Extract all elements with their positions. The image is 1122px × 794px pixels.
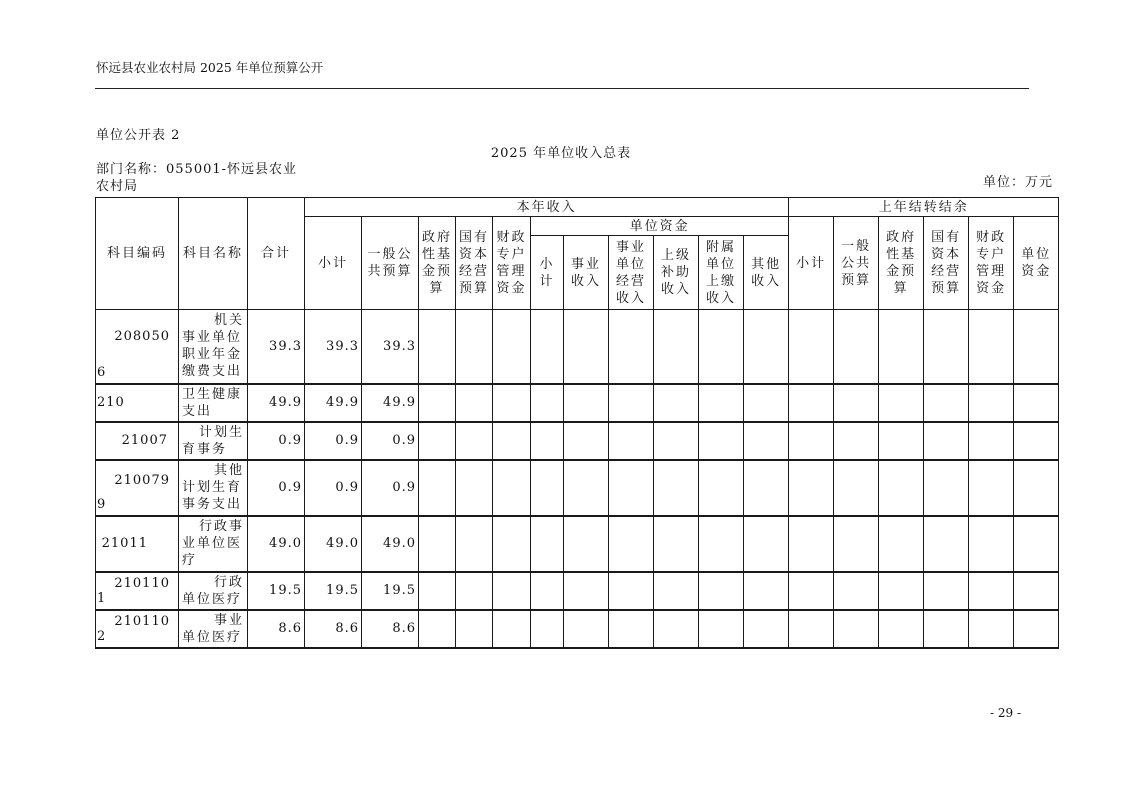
cell-code xyxy=(96,572,179,610)
cell-total: 0.9 xyxy=(248,422,305,460)
code-part-tail: 9 xyxy=(97,496,106,512)
col-header-co-unit-funds: 单位资金 xyxy=(1014,217,1059,310)
table-row xyxy=(96,384,1059,422)
cell-name xyxy=(179,384,248,422)
cell-general-budget: 0.9 xyxy=(362,460,419,516)
cell-subtotal: 39.3 xyxy=(305,310,362,384)
name-rest: 卫生健康支出 xyxy=(182,386,243,419)
name-first-line: 行政事 xyxy=(198,519,244,534)
table-row xyxy=(96,572,1059,610)
cell-general-budget: 39.3 xyxy=(362,310,419,384)
col-header-co-state-capital: 国有资本经营预算 xyxy=(924,217,969,310)
col-header-co-general: 一般公共预算 xyxy=(834,217,879,310)
cell-code xyxy=(96,460,179,516)
col-header-code: 科目编码 xyxy=(96,198,179,310)
table-label: 单位公开表 2 xyxy=(96,128,181,143)
cell-code: 21011 xyxy=(96,516,179,572)
table-title: 2025 年单位收入总表 xyxy=(490,146,632,161)
name-rest: 单位医疗 xyxy=(182,591,243,607)
col-header-business-operating: 事业单位经营收入 xyxy=(609,236,654,310)
table-row xyxy=(96,516,1059,572)
document-header-title: 怀远县农业农村局 2025 年单位预算公开 xyxy=(96,60,324,75)
code-part-tail: 6 xyxy=(97,364,106,380)
table-row xyxy=(96,610,1059,648)
cell-subtotal: 8.6 xyxy=(305,610,362,648)
header-divider xyxy=(95,88,1029,89)
col-header-business-income: 事业收入 xyxy=(564,236,609,310)
table-row xyxy=(96,310,1059,384)
cell-general-budget: 19.5 xyxy=(362,572,419,610)
cell-general-budget: 49.0 xyxy=(362,516,419,572)
cell-subtotal: 0.9 xyxy=(305,460,362,516)
col-header-affiliated-income: 附属单位上缴收入 xyxy=(699,236,744,310)
cell-name xyxy=(179,310,248,384)
name-first-line: 计划生 xyxy=(198,424,244,440)
cell-code: 210 xyxy=(96,384,179,422)
code-part-tail: 1 xyxy=(97,590,106,606)
cell-subtotal: 0.9 xyxy=(305,422,362,460)
col-header-subtotal: 小计 xyxy=(305,217,362,310)
col-header-other-income: 其他收入 xyxy=(744,236,789,310)
cell-total: 49.0 xyxy=(248,516,305,572)
name-first-line: 行政 xyxy=(213,574,244,590)
cell-total: 8.6 xyxy=(248,610,305,648)
col-header-higher-subsidy: 上级补助收入 xyxy=(654,236,699,310)
cell-name xyxy=(179,460,248,516)
col-header-unit-funds: 单位资金 xyxy=(531,217,789,236)
cell-name xyxy=(179,610,248,648)
cell-total: 49.9 xyxy=(248,384,305,422)
name-rest: 育事务 xyxy=(182,441,228,457)
code-part-main: 210110 xyxy=(114,613,170,629)
col-header-carryover: 上年结转结余 xyxy=(789,198,1059,217)
name-rest: 计划生育事务支出 xyxy=(182,480,243,512)
col-header-gov-fund: 政府性基金预算 xyxy=(419,217,456,310)
cell-subtotal: 49.0 xyxy=(305,516,362,572)
cell-code xyxy=(96,610,179,648)
cell-name xyxy=(179,516,248,572)
cell-general-budget: 8.6 xyxy=(362,610,419,648)
cell-code xyxy=(96,310,179,384)
name-rest: 事业单位职业年金缴费支出 xyxy=(182,330,243,380)
col-header-co-gov-fund: 政府性基金预算 xyxy=(879,217,924,310)
code-part-main: 208050 xyxy=(114,329,170,344)
col-header-name: 科目名称 xyxy=(179,198,248,310)
name-first-line: 机关 xyxy=(213,313,244,329)
cell-name xyxy=(179,572,248,610)
code-part-tail: 2 xyxy=(97,628,106,644)
name-rest: 单位医疗 xyxy=(182,629,243,645)
cell-name xyxy=(179,422,248,460)
page-number: - 29 - xyxy=(990,706,1022,720)
department-name: 部门名称：055001-怀远县农业农村局 xyxy=(96,162,298,194)
col-header-total: 合计 xyxy=(248,198,305,310)
col-header-state-capital: 国有资本经营预算 xyxy=(456,217,493,310)
cell-general-budget: 49.9 xyxy=(362,384,419,422)
name-first-line: 其他 xyxy=(213,463,244,478)
cell-general-budget: 0.9 xyxy=(362,422,419,460)
cell-subtotal: 49.9 xyxy=(305,384,362,422)
col-header-co-subtotal: 小计 xyxy=(789,217,834,310)
cell-total: 39.3 xyxy=(248,310,305,384)
cell-total: 19.5 xyxy=(248,572,305,610)
unit-label: 单位：万元 xyxy=(983,175,1054,190)
col-header-fiscal-special: 财政专户管理资金 xyxy=(493,217,531,310)
name-rest: 业单位医疗 xyxy=(182,536,243,568)
cell-total: 0.9 xyxy=(248,460,305,516)
name-first-line: 事业 xyxy=(213,612,244,628)
cell-subtotal: 19.5 xyxy=(305,572,362,610)
table-row xyxy=(96,422,1059,460)
col-header-current-income: 本年收入 xyxy=(305,198,789,217)
col-header-unit-subtotal: 小计 xyxy=(531,236,564,310)
code-part-main: 210079 xyxy=(114,472,170,488)
income-summary-table xyxy=(95,197,1059,649)
col-header-co-fiscal-special: 财政专户管理资金 xyxy=(969,217,1014,310)
code-part-main: 210110 xyxy=(114,575,170,591)
cell-code: 21007 xyxy=(96,422,179,460)
table-row xyxy=(96,460,1059,516)
col-header-general-budget: 一般公共预算 xyxy=(362,217,419,310)
